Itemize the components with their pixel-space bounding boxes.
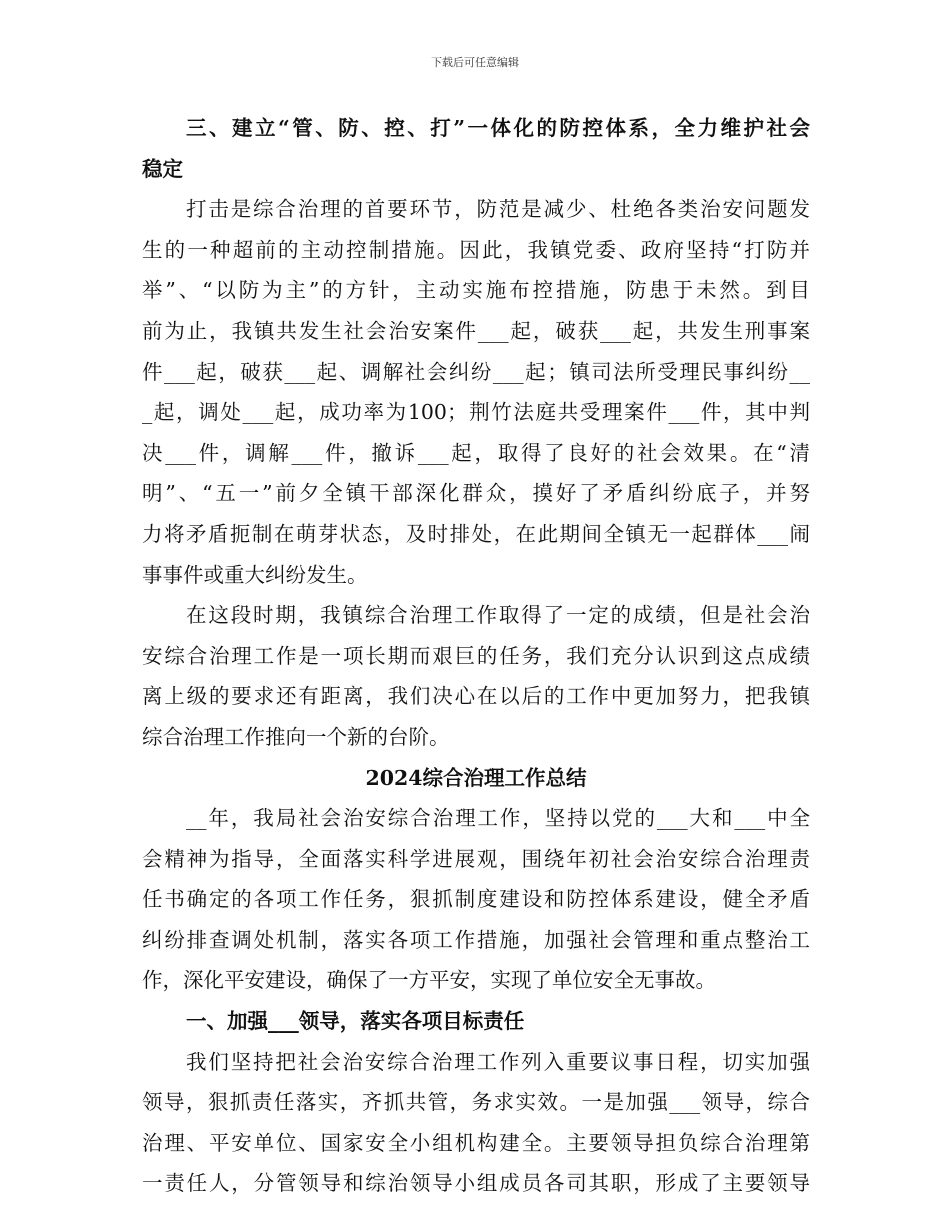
paragraph-line: 离上级的要求还有距离，我们决心在以后的工作中更加努力，把我镇 <box>142 684 810 709</box>
paragraph-line: 力将矛盾扼制在萌芽状态，及时排处，在此期间全镇无一起群体___闹 <box>142 521 810 546</box>
paragraph-line: 件___起，破获___起、调解社会纠纷___起；镇司法所受理民事纠纷__ <box>142 359 810 384</box>
paragraph-line: 事事件或重大纠纷发生。 <box>142 562 368 587</box>
paragraph-line: 作，深化平安建设，确保了一方平安，实现了单位安全无事故。 <box>142 968 716 993</box>
paragraph-line: 综合治理工作推向一个新的台阶。 <box>142 724 450 749</box>
paragraph-line: __年，我局社会治安综合治理工作，坚持以党的___大和___中全 <box>186 806 810 831</box>
page-header: 下载后可任意编辑 <box>431 56 519 69</box>
paragraph-line: 任书确定的各项工作任务，狠抓制度建设和防控体系建设，健全矛盾 <box>142 887 810 912</box>
paragraph-line: 会精神为指导，全面落实科学进展观，围绕年初社会治安综合治理责 <box>142 846 810 871</box>
paragraph-line: 一责任人，分管领导和综治领导小组成员各司其职，形成了主要领导 <box>142 1171 810 1196</box>
paragraph-line: 前为止，我镇共发生社会治安案件___起，破获___起，共发生刑事案 <box>142 318 810 343</box>
paragraph-line: 明”、“五一”前夕全镇干部深化群众，摸好了矛盾纠纷底子，并努 <box>142 481 810 506</box>
paragraph-line: 在这段时期，我镇综合治理工作取得了一定的成绩，但是社会治 <box>186 603 810 628</box>
paragraph-line: 打击是综合治理的首要环节，防范是减少、杜绝各类治安问题发 <box>186 197 810 222</box>
paragraph-line: 我们坚持把社会治安综合治理工作列入重要议事日程，切实加强 <box>186 1049 810 1074</box>
document-title: 2024综合治理工作总结 <box>365 765 587 790</box>
paragraph-line: 领导，狠抓责任落实，齐抓共管，务求实效。一是加强___领导，综合 <box>142 1090 810 1115</box>
paragraph-line: 安综合治理工作是一项长期而艰巨的任务，我们充分认识到这点成绩 <box>142 643 810 668</box>
section-heading-1: 一、加强___领导，落实各项目标责任 <box>186 1009 525 1034</box>
paragraph-line: 生的一种超前的主动控制措施。因此，我镇党委、政府坚持“打防并 <box>142 237 810 262</box>
paragraph-line: 举”、“以防为主”的方针，主动实施布控措施，防患于未然。到目 <box>142 278 810 303</box>
paragraph-line: 治理、平安单位、国家安全小组机构建全。主要领导担负综合治理第 <box>142 1130 810 1155</box>
section-heading-3: 三、建立“管、防、控、打”一体化的防控体系，全力维护社会 <box>186 116 810 140</box>
paragraph-line: 决___件，调解___件，撤诉___起，取得了良好的社会效果。在“清 <box>142 440 810 465</box>
paragraph-line: _起，调处___起，成功率为100；荆竹法庭共受理案件___件，其中判 <box>142 400 810 425</box>
paragraph-line: 纠纷排查调处机制，落实各项工作措施，加强社会管理和重点整治工 <box>142 927 810 952</box>
section-heading-3-cont: 稳定 <box>142 156 183 181</box>
document-body <box>142 108 810 1204</box>
